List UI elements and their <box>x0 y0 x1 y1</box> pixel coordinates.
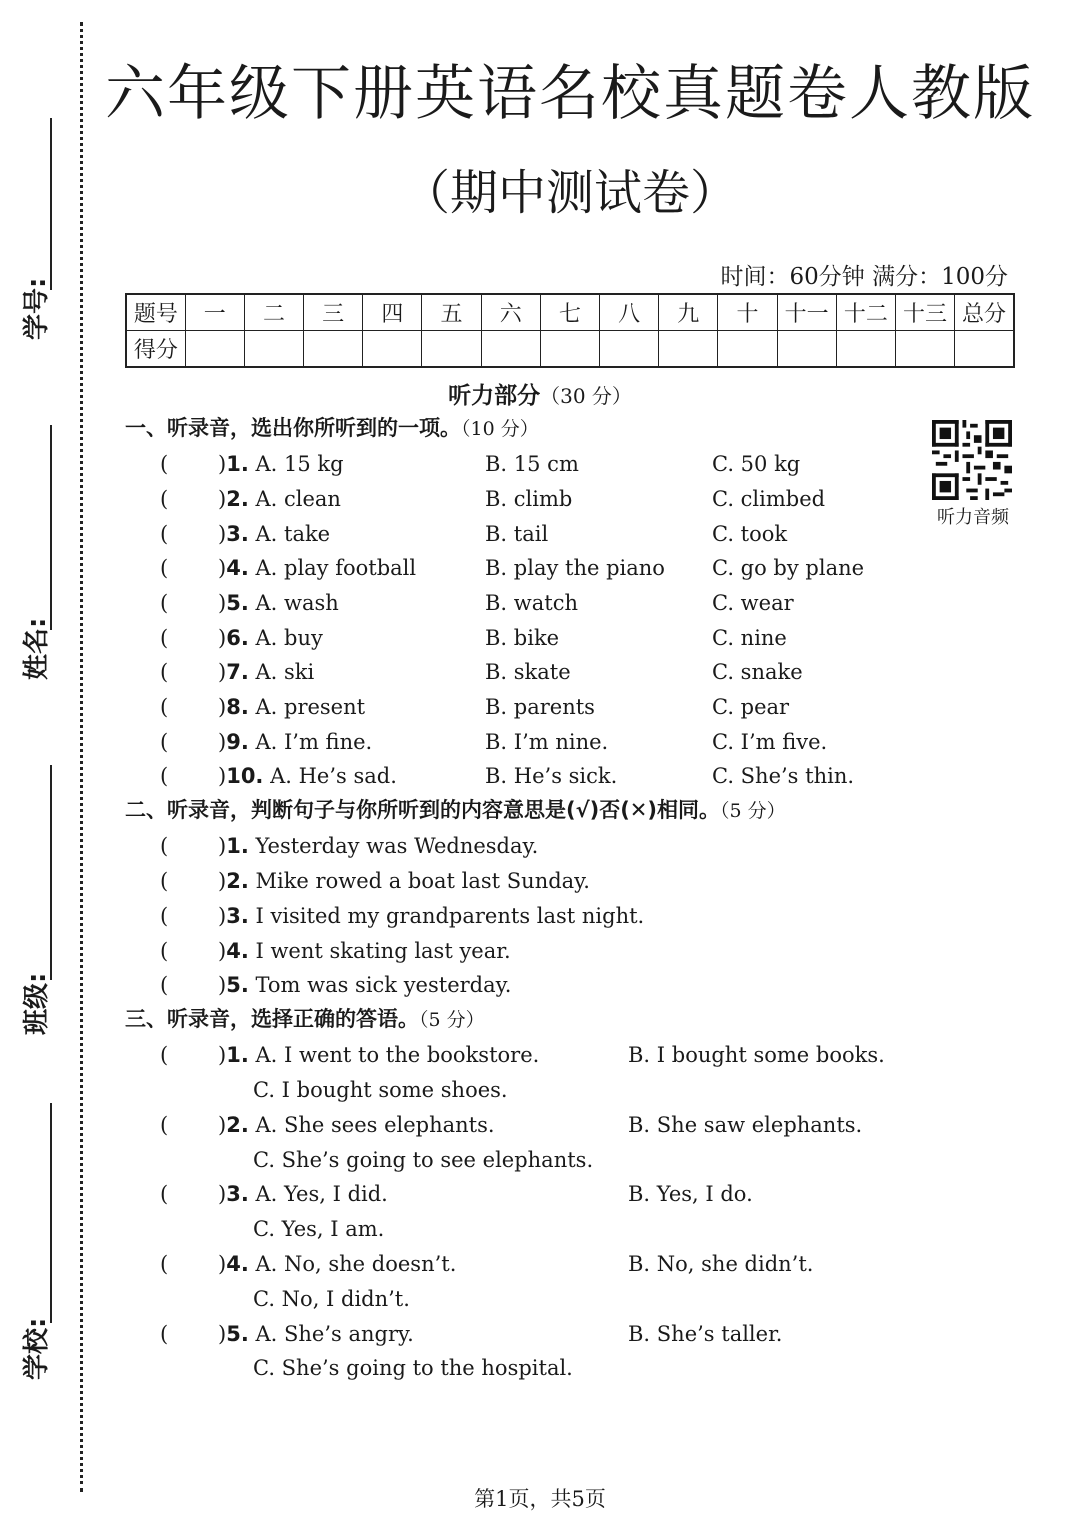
question-row <box>0 759 1080 793</box>
option-a: A. I went to the bookstore. <box>255 1043 540 1067</box>
option-b: B. I bought some books. <box>628 1043 885 1067</box>
score-table-score-row <box>126 331 1014 368</box>
answer-blank-close: ) <box>218 452 227 476</box>
option-a: A. present <box>255 695 366 719</box>
school-label: 学校: <box>22 1317 52 1380</box>
score-cell[interactable] <box>244 331 303 368</box>
answer-blank-open[interactable]: ( <box>160 730 169 754</box>
answer-blank-open[interactable]: ( <box>160 591 169 615</box>
option-c: C. I bought some shoes. <box>253 1078 508 1102</box>
option-b: B. parents <box>485 695 595 719</box>
question-row-continued <box>0 1073 1080 1107</box>
question-content <box>218 1108 495 1142</box>
column-header: 十 <box>718 294 777 331</box>
option-a: A. 15 kg <box>255 452 344 476</box>
answer-blank-close: ) <box>218 1182 227 1206</box>
question-number: 1. <box>226 452 249 476</box>
option-c: C. pear <box>712 695 790 719</box>
question-content <box>218 725 372 759</box>
answer-blank-close: ) <box>218 487 227 511</box>
question-content <box>218 655 314 689</box>
score-table <box>125 293 1015 368</box>
part2-heading <box>125 795 786 826</box>
statement-content <box>218 829 538 863</box>
answer-blank-open[interactable]: ( <box>160 1252 169 1276</box>
question-number: 7. <box>226 660 249 684</box>
answer-blank-close: ) <box>218 1043 227 1067</box>
score-cell[interactable] <box>600 331 659 368</box>
option-b: B. watch <box>485 591 579 615</box>
column-header: 九 <box>659 294 718 331</box>
option-b: B. Yes, I do. <box>628 1182 753 1206</box>
question-number: 2. <box>226 869 249 893</box>
question-row <box>0 621 1080 655</box>
option-c: C. I’m five. <box>712 730 828 754</box>
answer-blank-open[interactable]: ( <box>160 626 169 650</box>
question-row <box>0 725 1080 759</box>
answer-blank-close: ) <box>218 973 227 997</box>
score-cell[interactable] <box>185 331 244 368</box>
question-row <box>0 447 1080 481</box>
question-content <box>218 1038 539 1072</box>
question-number: 4. <box>226 939 249 963</box>
option-c: C. No, I didn’t. <box>253 1287 410 1311</box>
answer-blank-close: ) <box>218 869 227 893</box>
question-row <box>0 1317 1080 1351</box>
column-header: 十二 <box>836 294 895 331</box>
column-header: 七 <box>540 294 599 331</box>
student-id-label: 学号: <box>22 277 52 340</box>
option-c: C. She’s going to see elephants. <box>253 1148 594 1172</box>
score-label-cell: 得分 <box>126 331 185 368</box>
statement-content <box>218 899 644 933</box>
option-b: B. 15 cm <box>485 452 579 476</box>
question-number: 3. <box>226 904 249 928</box>
question-number: 1. <box>226 1043 249 1067</box>
question-number: 5. <box>226 591 249 615</box>
option-a: A. clean <box>255 487 341 511</box>
question-number: 1. <box>226 834 249 858</box>
option-a: A. take <box>255 522 331 546</box>
option-c: C. nine <box>712 626 787 650</box>
score-cell[interactable] <box>777 331 836 368</box>
answer-blank-close: ) <box>218 904 227 928</box>
score-cell[interactable] <box>422 331 481 368</box>
question-row-continued <box>0 1282 1080 1316</box>
question-row-continued <box>0 1143 1080 1177</box>
answer-blank-close: ) <box>218 660 227 684</box>
answer-blank-close: ) <box>218 764 227 788</box>
answer-blank-open[interactable]: ( <box>160 1322 169 1346</box>
answer-blank-open[interactable]: ( <box>160 522 169 546</box>
option-b: B. tail <box>485 522 549 546</box>
question-content <box>218 621 323 655</box>
answer-blank-close: ) <box>218 1113 227 1137</box>
answer-blank-open[interactable]: ( <box>160 939 169 963</box>
statement-row <box>0 934 1080 968</box>
question-number: 2. <box>226 1113 249 1137</box>
question-content <box>218 759 397 793</box>
option-b: B. He’s sick. <box>485 764 618 788</box>
question-row <box>0 551 1080 585</box>
score-cell[interactable] <box>363 331 422 368</box>
option-b: B. bike <box>485 626 560 650</box>
page-footer: 第1页，共5页 <box>474 1487 606 1511</box>
question-number: 4. <box>226 556 249 580</box>
class-label: 班级: <box>22 972 52 1035</box>
option-c: C. took <box>712 522 788 546</box>
answer-blank-open[interactable]: ( <box>160 556 169 580</box>
statement-content <box>218 864 590 898</box>
option-a: A. ski <box>255 660 315 684</box>
answer-blank-close: ) <box>218 1252 227 1276</box>
statement-row <box>0 829 1080 863</box>
question-row <box>0 1177 1080 1211</box>
answer-blank-open[interactable]: ( <box>160 695 169 719</box>
answer-blank-open[interactable]: ( <box>160 452 169 476</box>
header-label-cell: 题号 <box>126 294 185 331</box>
part1-points: （10 分） <box>461 418 539 440</box>
question-content <box>218 1317 414 1351</box>
option-c: C. go by plane <box>712 556 865 580</box>
column-header: 一 <box>185 294 244 331</box>
option-c: C. snake <box>712 660 803 684</box>
option-b: B. I’m nine. <box>485 730 609 754</box>
score-cell[interactable] <box>895 331 954 368</box>
column-header: 十三 <box>895 294 954 331</box>
option-b: B. play the piano <box>485 556 665 580</box>
question-number: 5. <box>226 1322 249 1346</box>
option-a: A. I’m fine. <box>255 730 373 754</box>
option-a: A. She sees elephants. <box>255 1113 495 1137</box>
question-number: 3. <box>226 522 249 546</box>
question-content <box>218 586 339 620</box>
question-number: 6. <box>226 626 249 650</box>
column-header: 十一 <box>777 294 836 331</box>
answer-blank-close: ) <box>218 695 227 719</box>
statement-text: I went skating last year. <box>255 939 511 963</box>
question-content <box>218 447 344 481</box>
option-a: A. buy <box>255 626 323 650</box>
score-table-header-row <box>126 294 1014 331</box>
score-cell[interactable] <box>955 331 1014 368</box>
question-row <box>0 586 1080 620</box>
option-a: A. No, she doesn’t. <box>255 1252 457 1276</box>
option-a: A. He’s sad. <box>270 764 397 788</box>
option-b: B. She’s taller. <box>628 1322 783 1346</box>
question-content <box>218 690 365 724</box>
answer-blank-open[interactable]: ( <box>160 904 169 928</box>
statement-text: Tom was sick yesterday. <box>255 973 512 997</box>
question-row <box>0 1038 1080 1072</box>
option-c: C. She’s thin. <box>712 764 855 788</box>
question-content <box>218 551 416 585</box>
answer-blank-open[interactable]: ( <box>160 1043 169 1067</box>
name-label: 姓名: <box>22 617 52 680</box>
column-header: 五 <box>422 294 481 331</box>
answer-blank-open[interactable]: ( <box>160 660 169 684</box>
score-cell[interactable] <box>481 331 540 368</box>
option-c: C. Yes, I am. <box>253 1217 385 1241</box>
option-c: C. wear <box>712 591 794 615</box>
question-number: 8. <box>226 695 249 719</box>
column-header: 三 <box>304 294 363 331</box>
statement-content <box>218 934 511 968</box>
statement-content <box>218 968 511 1002</box>
answer-blank-close: ) <box>218 1322 227 1346</box>
option-b: B. She saw elephants. <box>628 1113 863 1137</box>
answer-blank-open[interactable]: ( <box>160 834 169 858</box>
question-number: 5. <box>226 973 249 997</box>
part1-heading <box>125 413 539 444</box>
option-c: C. 50 kg <box>712 452 801 476</box>
question-number: 10. <box>226 764 264 788</box>
statement-row <box>0 864 1080 898</box>
question-content <box>218 1177 388 1211</box>
part3-points: （5 分） <box>419 1009 485 1031</box>
answer-blank-close: ) <box>218 591 227 615</box>
option-b: B. climb <box>485 487 573 511</box>
qr-label: 听力音频 <box>937 507 1009 528</box>
question-row <box>0 690 1080 724</box>
score-cell[interactable] <box>836 331 895 368</box>
statement-text: I visited my grandparents last night. <box>255 904 645 928</box>
option-c: C. She’s going to the hospital. <box>253 1356 573 1380</box>
question-content <box>218 482 341 516</box>
option-a: A. wash <box>255 591 339 615</box>
column-header: 二 <box>244 294 303 331</box>
score-cell[interactable] <box>659 331 718 368</box>
column-header: 总分 <box>955 294 1014 331</box>
question-content <box>218 517 330 551</box>
answer-blank-open[interactable]: ( <box>160 487 169 511</box>
question-number: 3. <box>226 1182 249 1206</box>
question-row <box>0 517 1080 551</box>
student-id-line[interactable] <box>50 118 52 290</box>
question-row <box>0 1108 1080 1142</box>
answer-blank-close: ) <box>218 834 227 858</box>
time-info: 时间：60分钟 满分：100分 <box>720 264 1008 290</box>
answer-blank-close: ) <box>218 939 227 963</box>
statement-text: Mike rowed a boat last Sunday. <box>255 869 590 893</box>
part3-heading <box>125 1004 485 1035</box>
part1-title: 一、听录音，选出你所听到的一项。 <box>125 416 461 440</box>
question-row <box>0 1247 1080 1281</box>
question-row <box>0 482 1080 516</box>
option-b: B. skate <box>485 660 571 684</box>
question-content <box>218 1247 456 1281</box>
answer-blank-close: ) <box>218 730 227 754</box>
question-row <box>0 655 1080 689</box>
answer-blank-open[interactable]: ( <box>160 1113 169 1137</box>
score-cell[interactable] <box>304 331 363 368</box>
column-header: 四 <box>363 294 422 331</box>
answer-blank-open[interactable]: ( <box>160 869 169 893</box>
listening-section-heading <box>0 377 1080 410</box>
option-a: A. She’s angry. <box>255 1322 414 1346</box>
option-a: A. Yes, I did. <box>255 1182 388 1206</box>
question-number: 9. <box>226 730 249 754</box>
part3-title: 三、听录音，选择正确的答语。 <box>125 1007 419 1031</box>
listening-title: 听力部分 <box>448 383 541 409</box>
answer-blank-open[interactable]: ( <box>160 973 169 997</box>
question-number: 4. <box>226 1252 249 1276</box>
statement-text: Yesterday was Wednesday. <box>255 834 539 858</box>
question-row-continued <box>0 1212 1080 1246</box>
part2-points: （5 分） <box>720 800 786 822</box>
option-b: B. No, she didn’t. <box>628 1252 814 1276</box>
answer-blank-open[interactable]: ( <box>160 764 169 788</box>
answer-blank-close: ) <box>218 522 227 546</box>
question-number: 2. <box>226 487 249 511</box>
option-c: C. climbed <box>712 487 826 511</box>
statement-row <box>0 968 1080 1002</box>
part2-title: 二、听录音，判断句子与你所听到的内容意思是(√)否(✕)相同。 <box>125 798 720 822</box>
answer-blank-open[interactable]: ( <box>160 1182 169 1206</box>
page-title: 六年级下册英语名校真题卷人教版 <box>105 59 1035 129</box>
listening-points: （30 分） <box>540 384 632 408</box>
statement-row <box>0 899 1080 933</box>
answer-blank-close: ) <box>218 626 227 650</box>
column-header: 八 <box>600 294 659 331</box>
page-subtitle: （期中测试卷） <box>401 165 738 221</box>
option-a: A. play football <box>255 556 417 580</box>
score-cell[interactable] <box>718 331 777 368</box>
column-header: 六 <box>481 294 540 331</box>
answer-blank-close: ) <box>218 556 227 580</box>
score-cell[interactable] <box>540 331 599 368</box>
